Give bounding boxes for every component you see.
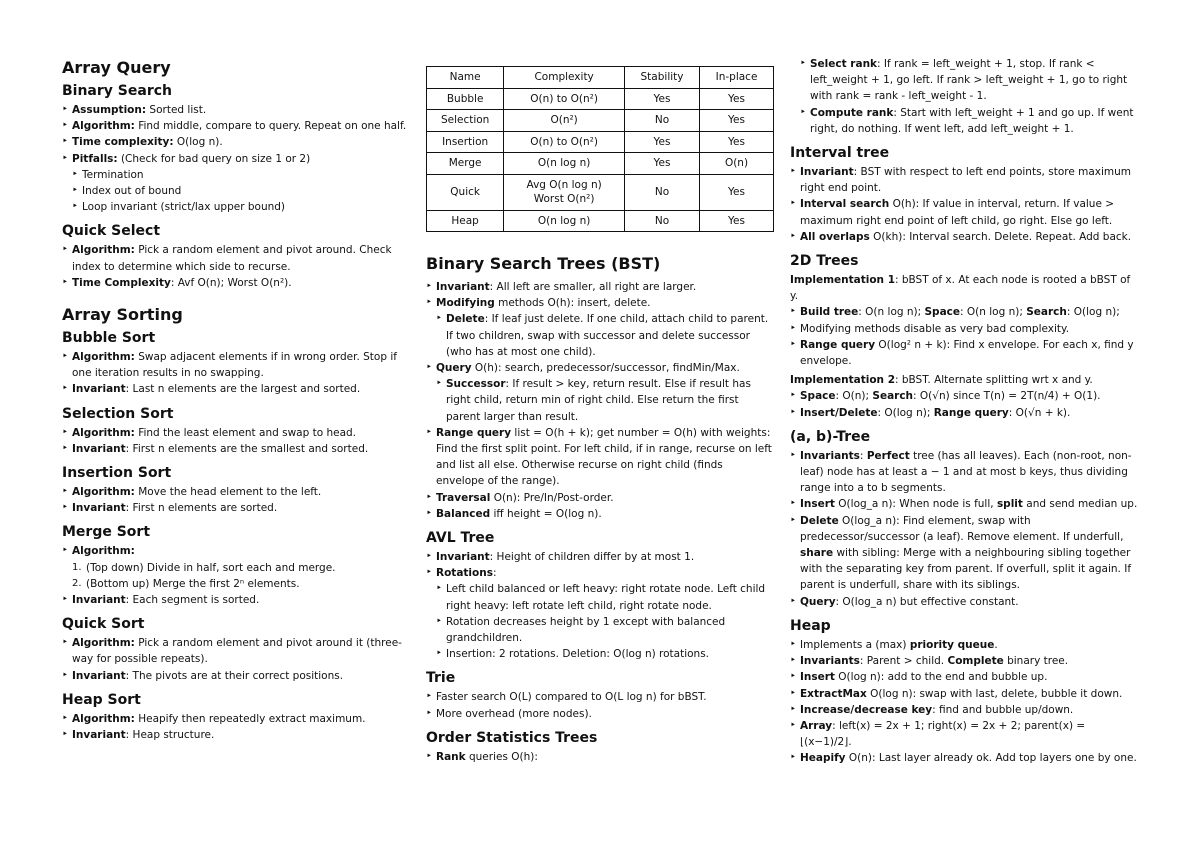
list-item: ‣ Pitfalls: (Check for bad query on size 1 or 2) xyxy=(62,151,412,167)
table-cell: O(n) to O(n²) xyxy=(504,131,625,153)
table-row xyxy=(427,88,774,110)
list-item: ‣ Implements a (max) priority queue. xyxy=(790,637,1140,653)
list-item: ‣ Range query O(log² n + k): Find x envelope. For each x, find y envelope. xyxy=(790,337,1140,369)
column-1 xyxy=(62,56,412,743)
list-item: ‣ Faster search O(L) compared to O(L log n) for bBST. xyxy=(426,689,774,705)
column-header: Stability xyxy=(624,67,699,89)
order-statistics-list xyxy=(426,749,774,765)
table-cell: Bubble xyxy=(427,88,504,110)
order-statistics-heading: Order Statistics Trees xyxy=(426,729,598,746)
list-item: ‣ Increase/decrease key: find and bubble up/down. xyxy=(790,702,1140,718)
table-cell: No xyxy=(624,210,699,232)
column-header: In-place xyxy=(700,67,774,89)
list-item: ‣ Left child balanced or left heavy: right rotate node. Left child right heavy: left rotate left child, right rotate node. xyxy=(426,581,774,613)
table-cell: Yes xyxy=(700,131,774,153)
list-item: ‣ Insertion: 2 rotations. Deletion: O(log n) rotations. xyxy=(426,646,774,662)
implementation-2: Implementation 2: bBST. Alternate splitting wrt x and y. xyxy=(790,374,1093,387)
list-item: ‣ Invariant: Each segment is sorted. xyxy=(62,592,412,608)
list-item: ‣ More overhead (more nodes). xyxy=(426,706,774,722)
column-2 xyxy=(426,61,774,765)
selection-sort-list xyxy=(62,425,412,457)
list-item: ‣ Invariant: Height of children differ by at most 1. xyxy=(426,549,774,565)
list-item: ‣ Invariant: The pivots are at their correct positions. xyxy=(62,668,412,684)
table-cell: Insertion xyxy=(427,131,504,153)
interval-tree-list xyxy=(790,164,1140,245)
list-item: ‣ Modifying methods O(h): insert, delete. xyxy=(426,295,774,311)
trie-list xyxy=(426,689,774,721)
list-item: ‣ Rank queries O(h): xyxy=(426,749,774,765)
list-item: ‣ Algorithm: Pick a random element and pivot around it (three-way for possible repeats). xyxy=(62,635,412,667)
list-item: ‣ Invariant: Heap structure. xyxy=(62,727,412,743)
list-item: ‣ Successor: If result > key, return result. Else if result has right child, return min of right child. Else return the first parent larger than result. xyxy=(426,376,774,425)
table-cell: Yes xyxy=(700,88,774,110)
list-item: ‣ Invariant: First n elements are the smallest and sorted. xyxy=(62,441,412,457)
list-item: ‣ Invariant: Last n elements are the largest and sorted. xyxy=(62,381,412,397)
list-item: ‣ Invariants: Perfect tree (has all leaves). Each (non-root, non-leaf) node has at least a − 1 and at most b keys, thus dividing range into a to b segments. xyxy=(790,448,1140,497)
order-statistics-continued-list xyxy=(790,56,1140,137)
list-item: ‣ Loop invariant (strict/lax upper bound) xyxy=(62,199,412,215)
list-item: ‣ Index out of bound xyxy=(62,183,412,199)
list-item: ‣ Insert O(log n): add to the end and bubble up. xyxy=(790,669,1140,685)
insertion-sort-list xyxy=(62,484,412,516)
list-item: ‣ Invariant: All left are smaller, all right are larger. xyxy=(426,279,774,295)
list-item: ‣ Array: left(x) = 2x + 1; right(x) = 2x + 2; parent(x) = ⌊(x−1)/2⌋. xyxy=(790,718,1140,750)
bubble-sort-list xyxy=(62,349,412,398)
complexity-avg: Avg O(n log n) xyxy=(526,179,602,191)
list-item: ‣ Compute rank: Start with left_weight + 1 and go up. If went right, do nothing. If went left, add left_weight + 1. xyxy=(790,105,1140,137)
table-cell: Yes xyxy=(624,153,699,175)
list-item: ‣ Invariant: First n elements are sorted. xyxy=(62,500,412,516)
table-cell: Yes xyxy=(700,110,774,132)
list-item: ‣ Assumption: Sorted list. xyxy=(62,102,412,118)
quick-sort-list xyxy=(62,635,412,684)
table-cell: No xyxy=(624,110,699,132)
table-cell: Heap xyxy=(427,210,504,232)
list-item: ‣ Balanced iff height = O(log n). xyxy=(426,506,774,522)
table-cell: Yes xyxy=(700,210,774,232)
table-cell xyxy=(504,174,625,210)
list-item: 2. (Bottom up) Merge the first 2ⁿ elements. xyxy=(62,576,412,592)
list-item: ‣ Termination xyxy=(62,167,412,183)
table-row xyxy=(427,110,774,132)
insertion-sort-heading: Insertion Sort xyxy=(62,465,172,482)
list-item: ‣ ExtractMax O(log n): swap with last, delete, bubble it down. xyxy=(790,686,1140,702)
table-header-row xyxy=(427,67,774,89)
list-item: ‣ Query: O(log_a n) but effective constant. xyxy=(790,594,1140,610)
column-3 xyxy=(790,56,1140,767)
table-cell: Merge xyxy=(427,153,504,175)
table-cell: O(n²) xyxy=(504,110,625,132)
list-item: ‣ Algorithm: xyxy=(62,543,412,559)
list-item: ‣ Range query list = O(h + k); get number = O(h) with weights: Find the first split point. For left child, if in range, recurse on left and list all else. Otherwise recurse on right child (finds envelope of the range). xyxy=(426,425,774,490)
table-cell: Yes xyxy=(700,174,774,210)
sorting-comparison-table xyxy=(426,66,774,232)
2d-trees-list-2 xyxy=(790,388,1140,420)
heap-sort-heading: Heap Sort xyxy=(62,691,141,708)
list-item: ‣ Invariant: BST with respect to left end points, store maximum right end point. xyxy=(790,164,1140,196)
table-cell: O(n log n) xyxy=(504,153,625,175)
list-item: ‣ Insert O(log_a n): When node is full, split and send median up. xyxy=(790,496,1140,512)
ab-tree-heading: (a, b)-Tree xyxy=(790,428,871,445)
column-header: Complexity xyxy=(504,67,625,89)
table-row xyxy=(427,153,774,175)
list-item: ‣ Algorithm: Heapify then repeatedly extract maximum. xyxy=(62,711,412,727)
list-item: ‣ Insert/Delete: O(log n); Range query: O(√n + k). xyxy=(790,405,1140,421)
array-query-heading: Array Query xyxy=(62,58,171,77)
quick-sort-heading: Quick Sort xyxy=(62,616,145,633)
bst-heading: Binary Search Trees (BST) xyxy=(426,254,661,273)
table-cell: O(n) xyxy=(700,153,774,175)
table-row xyxy=(427,210,774,232)
list-item: ‣ Time complexity: O(log n). xyxy=(62,134,412,150)
implementation-1: Implementation 1: bBST of x. At each node is rooted a bBST of y. xyxy=(790,274,1131,303)
list-item: ‣ All overlaps O(kh): Interval search. Delete. Repeat. Add back. xyxy=(790,229,1140,245)
quick-select-heading: Quick Select xyxy=(62,223,161,240)
binary-search-heading: Binary Search xyxy=(62,83,172,99)
bst-list xyxy=(426,279,774,522)
list-item: ‣ Invariants: Parent > child. Complete binary tree. xyxy=(790,653,1140,669)
table-cell: O(n) to O(n²) xyxy=(504,88,625,110)
2d-trees-list-1 xyxy=(790,304,1140,369)
table-cell: Yes xyxy=(624,131,699,153)
table-cell: Quick xyxy=(427,174,504,210)
list-item: ‣ Algorithm: Find the least element and swap to head. xyxy=(62,425,412,441)
selection-sort-heading: Selection Sort xyxy=(62,405,174,422)
list-item: ‣ Heapify O(n): Last layer already ok. Add top layers one by one. xyxy=(790,750,1140,766)
list-item: ‣ Time Complexity: Avf O(n); Worst O(n²). xyxy=(62,275,412,291)
list-item: 1. (Top down) Divide in half, sort each and merge. xyxy=(62,560,412,576)
list-item: ‣ Rotations: xyxy=(426,565,774,581)
ab-tree-list xyxy=(790,448,1140,610)
binary-search-list xyxy=(62,102,412,215)
heap-heading: Heap xyxy=(790,617,831,634)
avl-tree-heading: AVL Tree xyxy=(426,530,495,547)
list-item: ‣ Space: O(n); Search: O(√n) since T(n) = 2T(n/4) + O(1). xyxy=(790,388,1140,404)
list-item: ‣ Algorithm: Pick a random element and pivot around. Check index to determine which side to recurse. xyxy=(62,242,412,274)
2d-trees-heading: 2D Trees xyxy=(790,253,859,270)
list-item: ‣ Interval search O(h): If value in interval, return. If value > maximum right end point of left child, go right. Else go left. xyxy=(790,196,1140,228)
bubble-sort-heading: Bubble Sort xyxy=(62,330,156,347)
list-item: ‣ Rotation decreases height by 1 except with balanced grandchildren. xyxy=(426,614,774,646)
list-item: ‣ Traversal O(n): Pre/In/Post-order. xyxy=(426,490,774,506)
trie-heading: Trie xyxy=(426,670,456,687)
list-item: ‣ Modifying methods disable as very bad complexity. xyxy=(790,321,1140,337)
heap-sort-list xyxy=(62,711,412,743)
list-item: ‣ Delete: If leaf just delete. If one child, attach child to parent. If two children, swap with successor and delete successor (who has at most one child). xyxy=(426,311,774,360)
table-row xyxy=(427,174,774,210)
avl-tree-list xyxy=(426,549,774,662)
list-item: ‣ Select rank: If rank = left_weight + 1, stop. If rank < left_weight + 1, go left. If rank > left_weight + 1, go to right with rank = rank - left_weight - 1. xyxy=(790,56,1140,105)
column-header: Name xyxy=(427,67,504,89)
table-cell: No xyxy=(624,174,699,210)
heap-list xyxy=(790,637,1140,767)
table-cell: O(n log n) xyxy=(504,210,625,232)
array-sorting-heading: Array Sorting xyxy=(62,305,183,325)
interval-tree-heading: Interval tree xyxy=(790,145,890,162)
complexity-worst: Worst O(n²) xyxy=(533,193,595,205)
list-item: ‣ Algorithm: Move the head element to the left. xyxy=(62,484,412,500)
list-item: ‣ Algorithm: Find middle, compare to query. Repeat on one half. xyxy=(62,118,412,134)
list-item: ‣ Delete O(log_a n): Find element, swap with predecessor/successor (a leaf). Remove element. If underfull, share with sibling: Merge with a neighbouring sibling together with the separating key from parent. If overfull, split it again. If parent is underfull, share with its siblings. xyxy=(790,513,1140,594)
merge-sort-list xyxy=(62,543,412,608)
list-item: ‣ Build tree: O(n log n); Space: O(n log n); Search: O(log n); xyxy=(790,304,1140,320)
table-cell: Yes xyxy=(624,88,699,110)
list-item: ‣ Algorithm: Swap adjacent elements if in wrong order. Stop if one iteration results in no swapping. xyxy=(62,349,412,381)
table-row xyxy=(427,131,774,153)
quick-select-list xyxy=(62,242,412,291)
list-item: ‣ Query O(h): search, predecessor/successor, findMin/Max. xyxy=(426,360,774,376)
merge-sort-heading: Merge Sort xyxy=(62,524,151,541)
table-cell: Selection xyxy=(427,110,504,132)
